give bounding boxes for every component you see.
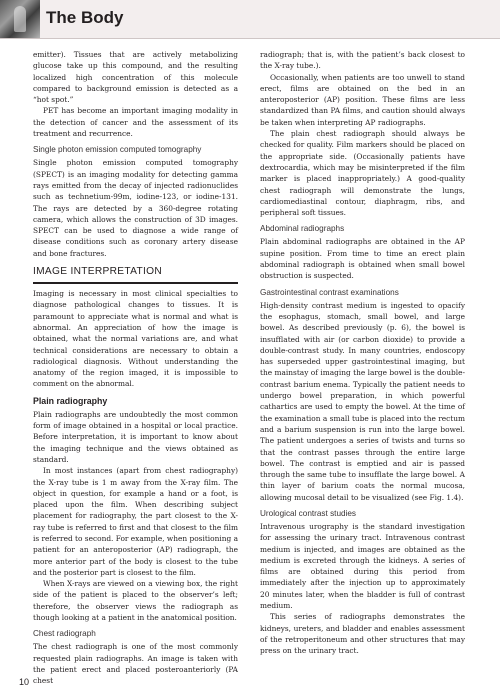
header-thumbnail-image: [0, 0, 40, 38]
subsection-heading: Urological contrast studies: [260, 508, 357, 518]
paragraph: This series of radiographs demonstrates the kidneys, ureters, and bladder and enables assessment of the retroperitoneum and other structures that may press on the urinary tract.: [260, 612, 465, 656]
paragraph: When X-rays are viewed on a viewing box, the right side of the patient is placed to the observer’s left; therefore, the observer views the radiograph as though looking at a patient in the anatomical position.: [33, 579, 238, 623]
paragraph: Imaging is necessary in most clinical specialties to diagnose pathological changes to tissues. It is paramount to appreciate what is normal and what is abnormal. An appreciation of how the image is obtained, what the normal variations are, and what technical considerations are necessary to obtain a radiological diagnosis. Without understanding the anatomy of the region imaged, it is impossible to comment on the abnormal.: [33, 289, 238, 389]
subsection-heading: Abdominal radiographs: [260, 224, 345, 234]
right-column: [260, 49, 465, 657]
paragraph: emitter). Tissues that are actively metabolizing glucose take up this compound, and the resulting localized high concentration of this molecule compared to background emission is detected as a “hot spot.”: [33, 50, 238, 105]
paragraph: Intravenous urography is the standard investigation for assessing the urinary tract. Intravenous contrast medium is injected, and images are obtained as the medium is excreted through the kidneys. A series of films are obtained during this period from immediately after the injection up to approximately 20 minutes later, when the bladder is full of contrast medium.: [260, 521, 465, 611]
paragraph: PET has become an important imaging modality in the detection of cancer and the assessment of its treatment and recurrence.: [33, 106, 238, 139]
paragraph: radiograph; that is, with the patient’s back closest to the X-ray tube.).: [260, 50, 465, 71]
subsection-heading: Gastrointestinal contrast examinations: [260, 287, 399, 297]
running-title: The Body: [46, 8, 124, 27]
paragraph: Plain abdominal radiographs are obtained in the AP supine position. From time to time an erect plain abdominal radiograph is obtained when small bowel obstruction is suspected.: [260, 237, 465, 281]
paragraph: Single photon emission computed tomography (SPECT) is an imaging modality for detecting gamma rays emitted from the decay of injected radionuclides such as technetium-99m, iodine-123, or iodine-131. The rays are detected by a 360-degree rotating camera, which allows the construction of 3D images. SPECT can be used to diagnose a wide range of disease conditions such as coronary artery disease and bone fractures.: [33, 158, 238, 258]
paragraph: Occasionally, when patients are too unwell to stand erect, films are obtained on the bed in an anteroposterior (AP) position. These films are less standardized than PA films, and caution should always be taken when interpreting AP radiographs.: [260, 72, 465, 127]
paragraph: High-density contrast medium is ingested to opacify the esophagus, stomach, small bowel, and large bowel. As described previously (p. 6), the bowel is insufflated with air (or carbon dioxide) to provide a double-contrast study. In many countries, endoscopy has superseded upper gastrointestinal imaging, but the mainstay of imaging the large bowel is the double-contrast barium enema. Typically the patient needs to undergo bowel preparation, in which powerful cathartics are used to empty the bowel. At the time of the examination a small tube is placed into the rectum and a barium suspension is run into the large bowel. The patient undergoes a series of twists and turns so that the contrast passes through the entire large bowel. The contrast is emptied and air is passed through the same tube to insufflate the large bowel. A thin layer of barium coats the normal mucosa, allowing mucosal detail to be visualized (see Fig. 1.4).: [260, 300, 465, 502]
paragraph: The plain chest radiograph should always be checked for quality. Film markers should be placed on the appropriate side. (Occasionally patients have dextrocardia, which may be misinterpreted if the film marker is placed inappropriately.) A good-quality chest radiograph will demonstrate the lungs, cardiomediastinal contour, diaphragm, ribs, and peripheral soft tissues.: [260, 129, 465, 218]
paragraph: The chest radiograph is one of the most commonly requested plain radiographs. An image is taken with the patient erect and placed posteroanteriorly (PA chest: [33, 642, 238, 686]
left-column: [33, 49, 238, 687]
paragraph: In most instances (apart from chest radiography) the X-ray tube is 1 m away from the X-ray film. The object in question, for example a hand or a foot, is placed upon the film. When describing subject placement for radiography, the part closest to the X-ray tube is referred to first and that closest to the film is referred to second. For example, when positioning a patient for an anteroposterior (AP) radiograph, the more anterior part of the body is closest to the tube and the posterior part is closest to the film.: [33, 466, 238, 577]
section-heading: IMAGE INTERPRETATION: [33, 266, 238, 284]
running-header: [0, 0, 500, 39]
paragraph: Plain radiographs are undoubtedly the most common form of image obtained in a hospital or local practice. Before interpretation, it is important to know about the imaging technique and the views obtained as standard.: [33, 409, 238, 464]
page-number: 10: [19, 677, 30, 687]
subsection-heading: Single photon emission computed tomography: [33, 145, 202, 155]
subsection-heading: Chest radiograph: [33, 629, 96, 639]
subsection-heading: Plain radiography: [33, 395, 108, 406]
